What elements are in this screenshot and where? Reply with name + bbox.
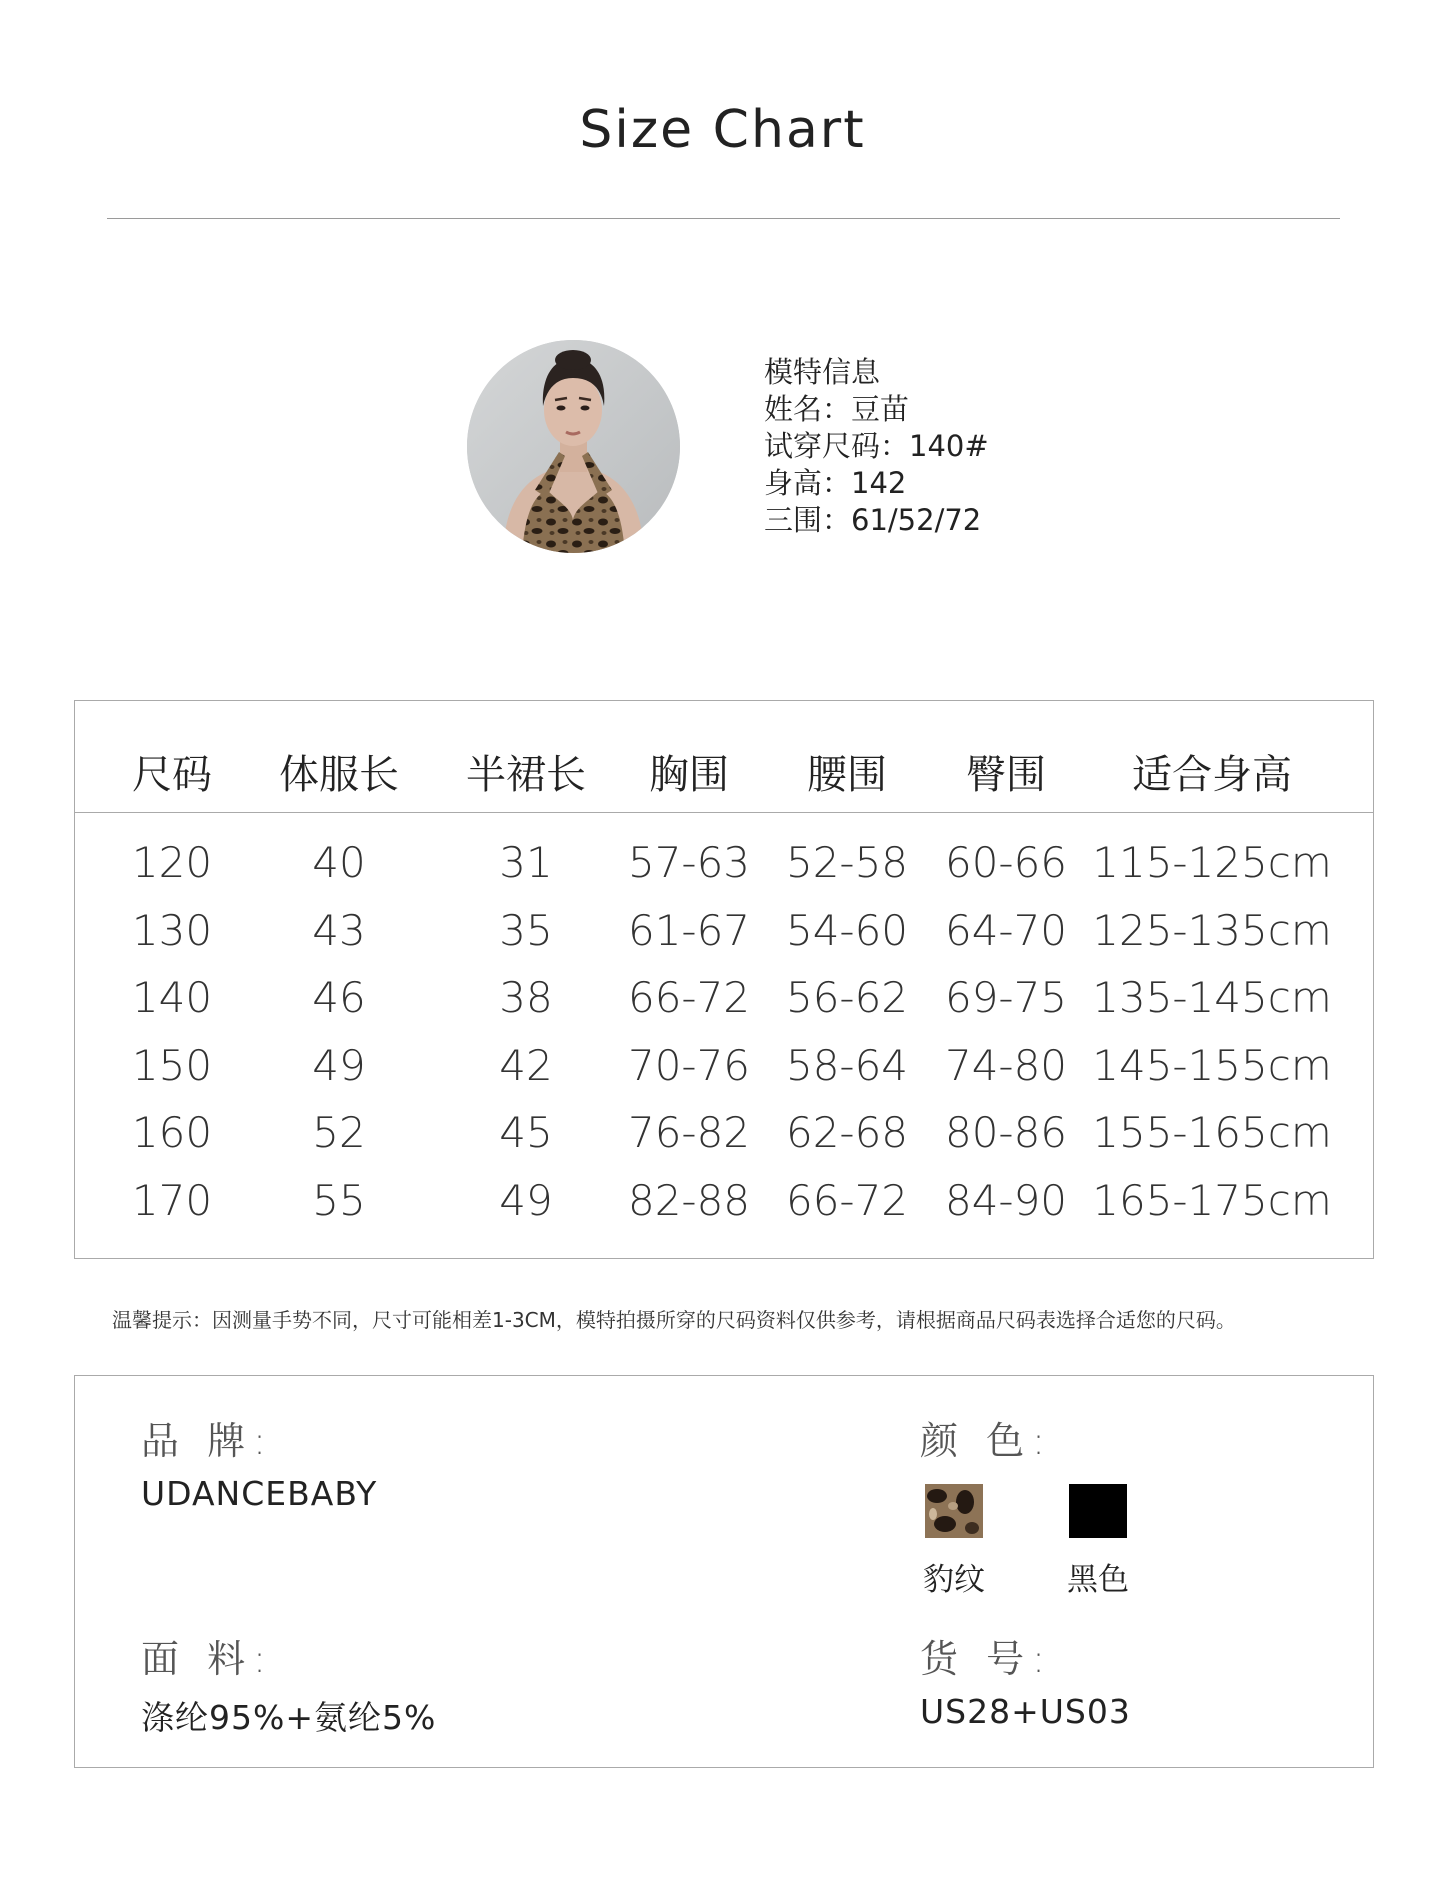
table-cell: 52-58 (785, 838, 909, 887)
table-cell: 40 (312, 838, 366, 887)
table-cell: 115-125cm (1092, 838, 1332, 887)
color-name-black: 黑色 (1067, 1562, 1129, 1598)
table-cell: 35 (499, 906, 553, 955)
table-header-cell: 体服长 (279, 752, 399, 798)
model-avatar (467, 340, 680, 553)
table-cell: 56-62 (785, 973, 909, 1022)
table-cell: 58-64 (785, 1041, 909, 1090)
table-cell: 49 (312, 1041, 366, 1090)
table-cell: 150 (131, 1041, 213, 1090)
model-info-heading: 模特信息 (764, 355, 881, 389)
item-number-label: 货 号: (920, 1637, 1053, 1681)
table-cell: 38 (499, 973, 553, 1022)
color-label: 颜 色: (920, 1419, 1053, 1463)
table-cell: 160 (131, 1108, 213, 1157)
brand-value: UDANCEBABY (141, 1474, 378, 1513)
table-cell: 55 (312, 1176, 366, 1225)
table-cell: 76-82 (627, 1108, 751, 1157)
table-cell: 74-80 (944, 1041, 1068, 1090)
table-cell: 62-68 (785, 1108, 909, 1157)
table-cell: 165-175cm (1092, 1176, 1332, 1225)
table-cell: 125-135cm (1092, 906, 1332, 955)
table-cell: 155-165cm (1092, 1108, 1332, 1157)
table-cell: 120 (131, 838, 213, 887)
table-cell: 145-155cm (1092, 1041, 1332, 1090)
table-cell: 49 (499, 1176, 553, 1225)
table-header-cell: 半裙长 (466, 752, 586, 798)
table-cell: 60-66 (944, 838, 1068, 887)
table-cell: 140 (131, 973, 213, 1022)
table-cell: 130 (131, 906, 213, 955)
table-cell: 45 (499, 1108, 553, 1157)
table-header-cell: 臀围 (966, 752, 1046, 798)
model-info (764, 354, 1084, 539)
leopard-swatch-icon (925, 1484, 983, 1538)
table-header-cell: 适合身高 (1132, 752, 1292, 798)
model-trial-size: 试穿尺码：140# (764, 429, 989, 463)
table-cell: 135-145cm (1092, 973, 1332, 1022)
table-cell: 64-70 (944, 906, 1068, 955)
table-cell: 69-75 (944, 973, 1068, 1022)
table-header-divider (75, 812, 1373, 813)
table-cell: 42 (499, 1041, 553, 1090)
model-measurements: 三围：61/52/72 (764, 503, 982, 537)
tip-note: 温馨提示：因测量手势不同，尺寸可能相差1-3CM，模特拍摄所穿的尺码资料仅供参考，请根据商品尺码表选择合适您的尺码。 (112, 1308, 1236, 1332)
title-divider (107, 218, 1340, 219)
table-cell: 52 (312, 1108, 366, 1157)
table-cell: 57-63 (627, 838, 751, 887)
table-cell: 66-72 (627, 973, 751, 1022)
table-cell: 43 (312, 906, 366, 955)
brand-label: 品 牌: (141, 1419, 274, 1463)
table-cell: 170 (131, 1176, 213, 1225)
model-name: 姓名：豆苗 (764, 392, 910, 426)
table-header-cell: 腰围 (807, 752, 887, 798)
table-cell: 46 (312, 973, 366, 1022)
table-cell: 84-90 (944, 1176, 1068, 1225)
product-info-box (74, 1375, 1374, 1768)
fabric-value: 涤纶95%+氨纶5% (141, 1698, 437, 1737)
table-cell: 70-76 (627, 1041, 751, 1090)
color-name-leopard: 豹纹 (923, 1562, 985, 1598)
table-cell: 82-88 (627, 1176, 751, 1225)
table-cell: 61-67 (627, 906, 751, 955)
page-title: Size Chart (579, 100, 866, 160)
model-photo-image (467, 340, 680, 553)
size-table (74, 700, 1374, 1259)
fabric-label: 面 料: (141, 1637, 274, 1681)
table-cell: 66-72 (785, 1176, 909, 1225)
table-cell: 80-86 (944, 1108, 1068, 1157)
table-cell: 54-60 (785, 906, 909, 955)
model-height: 身高：142 (764, 466, 907, 500)
table-header-cell: 胸围 (649, 752, 729, 798)
item-number-value: US28+US03 (920, 1692, 1131, 1731)
table-cell: 31 (499, 838, 553, 887)
black-swatch-icon (1069, 1484, 1127, 1538)
table-header-cell: 尺码 (132, 752, 212, 798)
